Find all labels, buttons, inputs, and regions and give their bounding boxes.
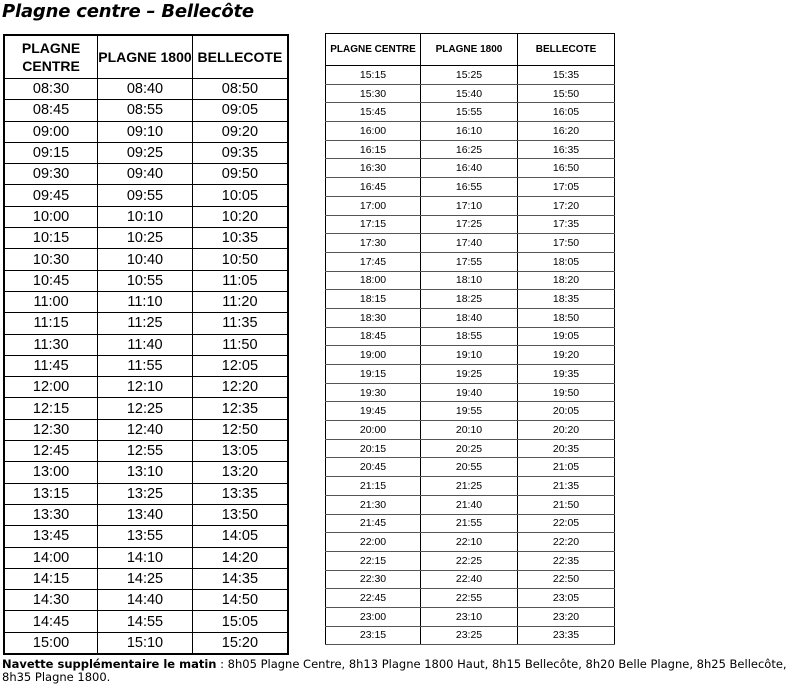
bellecote-time: 21:35 xyxy=(518,477,615,496)
plagne-centre-time: 10:30 xyxy=(4,249,98,270)
plagne-centre-time: 09:00 xyxy=(4,121,98,142)
plagne-centre-time: 15:30 xyxy=(326,84,421,103)
table-row xyxy=(4,462,288,483)
plagne-1800-time: 08:40 xyxy=(98,79,193,100)
table-row xyxy=(4,547,288,568)
bellecote-time: 17:05 xyxy=(518,178,615,197)
table-row xyxy=(326,495,615,514)
bellecote-time: 10:50 xyxy=(192,249,288,270)
bellecote-time: 08:50 xyxy=(192,79,288,100)
plagne-centre-time: 19:45 xyxy=(326,402,421,421)
table-row xyxy=(326,439,615,458)
plagne-1800-time: 19:25 xyxy=(421,365,518,384)
plagne-centre-time: 12:15 xyxy=(4,398,98,419)
bellecote-time: 09:20 xyxy=(192,121,288,142)
bellecote-time: 16:35 xyxy=(518,140,615,159)
plagne-1800-time: 20:25 xyxy=(421,439,518,458)
plagne-1800-time: 21:55 xyxy=(421,514,518,533)
right-timetable xyxy=(325,33,615,645)
table-row xyxy=(4,355,288,376)
plagne-centre-time: 13:00 xyxy=(4,462,98,483)
bellecote-time: 21:05 xyxy=(518,458,615,477)
bellecote-time: 11:20 xyxy=(192,291,288,312)
left-timetable xyxy=(3,34,289,655)
table-row xyxy=(326,589,615,608)
table-row xyxy=(326,383,615,402)
bellecote-time: 13:35 xyxy=(192,483,288,504)
footnote-text: : 8h05 Plagne Centre, 8h13 Plagne 1800 Haut, 8h15 Bellecôte, 8h20 Belle Plagne, 8h25 Bellecôte, 8h35 Plagne 1800. xyxy=(2,657,787,684)
table-row xyxy=(4,270,288,291)
table-row xyxy=(4,504,288,525)
bellecote-time: 10:20 xyxy=(192,206,288,227)
plagne-centre-time: 15:45 xyxy=(326,103,421,122)
plagne-centre-time: 21:15 xyxy=(326,477,421,496)
bellecote-time: 18:05 xyxy=(518,252,615,271)
plagne-centre-time: 21:45 xyxy=(326,514,421,533)
plagne-centre-time: 15:00 xyxy=(4,632,98,654)
bellecote-time: 19:20 xyxy=(518,346,615,365)
plagne-1800-time: 11:25 xyxy=(98,313,193,334)
plagne-1800-time: 16:40 xyxy=(421,159,518,178)
plagne-centre-time: 09:15 xyxy=(4,142,98,163)
plagne-centre-time: 23:00 xyxy=(326,607,421,626)
plagne-centre-time: 19:30 xyxy=(326,383,421,402)
plagne-1800-time: 14:55 xyxy=(98,611,193,632)
table-row xyxy=(4,526,288,547)
plagne-centre-time: 16:00 xyxy=(326,122,421,141)
table-row xyxy=(326,551,615,570)
plagne-centre-time: 18:15 xyxy=(326,290,421,309)
plagne-1800-time: 19:40 xyxy=(421,383,518,402)
plagne-centre-time: 21:30 xyxy=(326,495,421,514)
plagne-1800-time: 10:25 xyxy=(98,228,193,249)
bellecote-time: 09:35 xyxy=(192,142,288,163)
plagne-centre-time: 08:45 xyxy=(4,100,98,121)
bellecote-time: 14:50 xyxy=(192,590,288,611)
plagne-1800-time: 10:55 xyxy=(98,270,193,291)
table-header-row xyxy=(4,35,288,79)
plagne-centre-time: 14:15 xyxy=(4,568,98,589)
table-row xyxy=(326,365,615,384)
table-row xyxy=(326,308,615,327)
plagne-1800-time: 09:25 xyxy=(98,142,193,163)
table-row xyxy=(4,185,288,206)
table-row xyxy=(326,514,615,533)
bellecote-time: 20:35 xyxy=(518,439,615,458)
bellecote-time: 15:20 xyxy=(192,632,288,654)
table-row xyxy=(4,164,288,185)
plagne-1800-time: 16:25 xyxy=(421,140,518,159)
page-title: Plagne centre – Bellecôte xyxy=(2,1,254,22)
table-row xyxy=(326,66,615,85)
plagne-1800-time: 12:55 xyxy=(98,441,193,462)
bellecote-time: 19:05 xyxy=(518,327,615,346)
plagne-centre-time: 16:45 xyxy=(326,178,421,197)
plagne-1800-time: 23:10 xyxy=(421,607,518,626)
bellecote-time: 14:20 xyxy=(192,547,288,568)
plagne-1800-time: 10:10 xyxy=(98,206,193,227)
bellecote-time: 17:20 xyxy=(518,196,615,215)
bellecote-time: 12:05 xyxy=(192,355,288,376)
plagne-centre-time: 11:30 xyxy=(4,334,98,355)
plagne-1800-time: 12:40 xyxy=(98,419,193,440)
header-plagne-centre: PLAGNE CENTRE xyxy=(326,34,421,66)
bellecote-time: 11:50 xyxy=(192,334,288,355)
plagne-1800-time: 11:55 xyxy=(98,355,193,376)
table-row xyxy=(4,79,288,100)
plagne-centre-time: 23:15 xyxy=(326,626,421,645)
bellecote-time: 15:05 xyxy=(192,611,288,632)
table-row xyxy=(326,533,615,552)
bellecote-time: 23:20 xyxy=(518,607,615,626)
bellecote-time: 11:05 xyxy=(192,270,288,291)
plagne-centre-time: 22:45 xyxy=(326,589,421,608)
plagne-centre-time: 12:00 xyxy=(4,377,98,398)
bellecote-time: 18:20 xyxy=(518,271,615,290)
plagne-1800-time: 21:40 xyxy=(421,495,518,514)
plagne-centre-time: 11:00 xyxy=(4,291,98,312)
plagne-1800-time: 22:40 xyxy=(421,570,518,589)
bellecote-time: 18:50 xyxy=(518,308,615,327)
table-row xyxy=(326,196,615,215)
plagne-1800-time: 13:10 xyxy=(98,462,193,483)
table-row xyxy=(4,419,288,440)
plagne-1800-time: 14:25 xyxy=(98,568,193,589)
bellecote-time: 17:50 xyxy=(518,234,615,253)
bellecote-time: 14:05 xyxy=(192,526,288,547)
plagne-centre-time: 10:15 xyxy=(4,228,98,249)
header-bellecote: BELLECOTE xyxy=(192,35,288,79)
plagne-centre-time: 11:45 xyxy=(4,355,98,376)
plagne-1800-time: 13:55 xyxy=(98,526,193,547)
plagne-centre-time: 22:15 xyxy=(326,551,421,570)
plagne-1800-time: 23:25 xyxy=(421,626,518,645)
header-plagne-centre: PLAGNE CENTRE xyxy=(4,35,98,79)
table-row xyxy=(326,626,615,645)
table-row xyxy=(4,313,288,334)
bellecote-time: 19:35 xyxy=(518,365,615,384)
bellecote-time: 15:50 xyxy=(518,84,615,103)
table-row xyxy=(326,458,615,477)
table-row xyxy=(326,607,615,626)
plagne-centre-time: 19:15 xyxy=(326,365,421,384)
plagne-centre-time: 17:00 xyxy=(326,196,421,215)
table-row xyxy=(326,290,615,309)
bellecote-time: 13:05 xyxy=(192,441,288,462)
bellecote-time: 11:35 xyxy=(192,313,288,334)
bellecote-time: 14:35 xyxy=(192,568,288,589)
table-row xyxy=(326,215,615,234)
bellecote-time: 17:35 xyxy=(518,215,615,234)
plagne-1800-time: 09:55 xyxy=(98,185,193,206)
plagne-1800-time: 17:55 xyxy=(421,252,518,271)
plagne-centre-time: 18:30 xyxy=(326,308,421,327)
bellecote-time: 13:20 xyxy=(192,462,288,483)
table-row xyxy=(326,178,615,197)
plagne-centre-time: 11:15 xyxy=(4,313,98,334)
plagne-centre-time: 18:45 xyxy=(326,327,421,346)
table-row xyxy=(326,570,615,589)
plagne-1800-time: 18:10 xyxy=(421,271,518,290)
bellecote-time: 23:05 xyxy=(518,589,615,608)
bellecote-time: 10:05 xyxy=(192,185,288,206)
plagne-centre-time: 19:00 xyxy=(326,346,421,365)
table-row xyxy=(326,271,615,290)
bellecote-time: 22:50 xyxy=(518,570,615,589)
plagne-1800-time: 21:25 xyxy=(421,477,518,496)
plagne-centre-time: 16:30 xyxy=(326,159,421,178)
table-row xyxy=(4,483,288,504)
table-row xyxy=(4,228,288,249)
plagne-1800-time: 15:55 xyxy=(421,103,518,122)
plagne-1800-time: 22:10 xyxy=(421,533,518,552)
plagne-1800-time: 11:10 xyxy=(98,291,193,312)
plagne-centre-time: 08:30 xyxy=(4,79,98,100)
plagne-centre-time: 10:45 xyxy=(4,270,98,291)
table-row xyxy=(4,398,288,419)
footnote xyxy=(2,658,798,684)
table-row xyxy=(4,611,288,632)
plagne-centre-time: 12:30 xyxy=(4,419,98,440)
plagne-1800-time: 16:55 xyxy=(421,178,518,197)
table-row xyxy=(4,568,288,589)
bellecote-time: 22:35 xyxy=(518,551,615,570)
bellecote-time: 12:50 xyxy=(192,419,288,440)
plagne-centre-time: 09:30 xyxy=(4,164,98,185)
plagne-centre-time: 14:00 xyxy=(4,547,98,568)
plagne-1800-time: 18:25 xyxy=(421,290,518,309)
plagne-1800-time: 12:25 xyxy=(98,398,193,419)
bellecote-time: 16:50 xyxy=(518,159,615,178)
plagne-1800-time: 18:55 xyxy=(421,327,518,346)
plagne-1800-time: 22:25 xyxy=(421,551,518,570)
table-row xyxy=(326,477,615,496)
bellecote-time: 13:50 xyxy=(192,504,288,525)
plagne-centre-time: 13:15 xyxy=(4,483,98,504)
table-header-row xyxy=(326,34,615,66)
bellecote-time: 20:05 xyxy=(518,402,615,421)
table-row xyxy=(4,334,288,355)
table-row xyxy=(4,100,288,121)
plagne-centre-time: 17:30 xyxy=(326,234,421,253)
bellecote-time: 20:20 xyxy=(518,421,615,440)
header-bellecote: BELLECOTE xyxy=(518,34,615,66)
table-row xyxy=(326,346,615,365)
bellecote-time: 16:20 xyxy=(518,122,615,141)
table-row xyxy=(326,402,615,421)
bellecote-time: 23:35 xyxy=(518,626,615,645)
table-row xyxy=(326,84,615,103)
plagne-centre-time: 20:45 xyxy=(326,458,421,477)
plagne-centre-time: 18:00 xyxy=(326,271,421,290)
table-row xyxy=(326,421,615,440)
header-plagne-1800: PLAGNE 1800 xyxy=(421,34,518,66)
header-plagne-1800: PLAGNE 1800 xyxy=(98,35,193,79)
bellecote-time: 09:50 xyxy=(192,164,288,185)
table-row xyxy=(326,159,615,178)
plagne-1800-time: 08:55 xyxy=(98,100,193,121)
plagne-1800-time: 17:40 xyxy=(421,234,518,253)
plagne-centre-time: 17:15 xyxy=(326,215,421,234)
table-row xyxy=(4,291,288,312)
plagne-centre-time: 13:45 xyxy=(4,526,98,547)
bellecote-time: 09:05 xyxy=(192,100,288,121)
table-row xyxy=(326,140,615,159)
table-row xyxy=(4,121,288,142)
plagne-centre-time: 20:15 xyxy=(326,439,421,458)
plagne-centre-time: 10:00 xyxy=(4,206,98,227)
table-row xyxy=(326,252,615,271)
table-row xyxy=(4,142,288,163)
plagne-1800-time: 09:40 xyxy=(98,164,193,185)
plagne-1800-time: 13:40 xyxy=(98,504,193,525)
plagne-1800-time: 15:40 xyxy=(421,84,518,103)
footnote-label: Navette supplémentaire le matin xyxy=(2,657,217,671)
table-row xyxy=(4,632,288,654)
plagne-1800-time: 20:10 xyxy=(421,421,518,440)
plagne-centre-time: 16:15 xyxy=(326,140,421,159)
table-row xyxy=(4,441,288,462)
plagne-1800-time: 19:10 xyxy=(421,346,518,365)
table-row xyxy=(326,327,615,346)
plagne-centre-time: 14:30 xyxy=(4,590,98,611)
table-row xyxy=(4,590,288,611)
plagne-centre-time: 17:45 xyxy=(326,252,421,271)
bellecote-time: 12:20 xyxy=(192,377,288,398)
plagne-1800-time: 16:10 xyxy=(421,122,518,141)
plagne-centre-time: 12:45 xyxy=(4,441,98,462)
plagne-centre-time: 22:30 xyxy=(326,570,421,589)
plagne-centre-time: 22:00 xyxy=(326,533,421,552)
plagne-1800-time: 14:10 xyxy=(98,547,193,568)
plagne-1800-time: 22:55 xyxy=(421,589,518,608)
plagne-1800-time: 14:40 xyxy=(98,590,193,611)
plagne-1800-time: 19:55 xyxy=(421,402,518,421)
plagne-1800-time: 11:40 xyxy=(98,334,193,355)
bellecote-time: 15:35 xyxy=(518,66,615,85)
bellecote-time: 18:35 xyxy=(518,290,615,309)
table-row xyxy=(326,103,615,122)
bellecote-time: 22:20 xyxy=(518,533,615,552)
bellecote-time: 10:35 xyxy=(192,228,288,249)
plagne-centre-time: 09:45 xyxy=(4,185,98,206)
table-row xyxy=(326,122,615,141)
table-row xyxy=(4,206,288,227)
plagne-1800-time: 20:55 xyxy=(421,458,518,477)
plagne-1800-time: 09:10 xyxy=(98,121,193,142)
plagne-1800-time: 12:10 xyxy=(98,377,193,398)
plagne-1800-time: 18:40 xyxy=(421,308,518,327)
table-row xyxy=(326,234,615,253)
plagne-1800-time: 13:25 xyxy=(98,483,193,504)
bellecote-time: 21:50 xyxy=(518,495,615,514)
table-row xyxy=(4,377,288,398)
plagne-centre-time: 20:00 xyxy=(326,421,421,440)
plagne-centre-time: 14:45 xyxy=(4,611,98,632)
bellecote-time: 16:05 xyxy=(518,103,615,122)
plagne-1800-time: 10:40 xyxy=(98,249,193,270)
plagne-1800-time: 15:25 xyxy=(421,66,518,85)
bellecote-time: 12:35 xyxy=(192,398,288,419)
bellecote-time: 19:50 xyxy=(518,383,615,402)
table-row xyxy=(4,249,288,270)
plagne-1800-time: 17:10 xyxy=(421,196,518,215)
plagne-1800-time: 15:10 xyxy=(98,632,193,654)
plagne-1800-time: 17:25 xyxy=(421,215,518,234)
plagne-centre-time: 15:15 xyxy=(326,66,421,85)
bellecote-time: 22:05 xyxy=(518,514,615,533)
plagne-centre-time: 13:30 xyxy=(4,504,98,525)
